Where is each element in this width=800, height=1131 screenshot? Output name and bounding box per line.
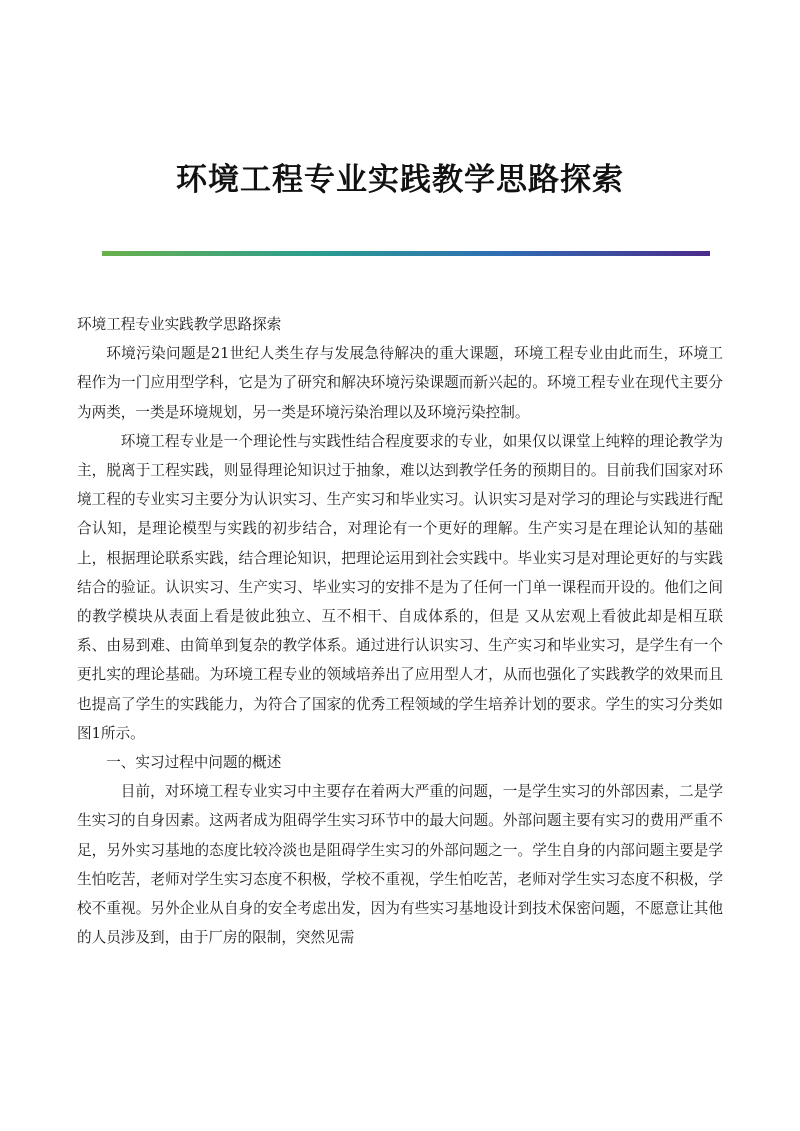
document-subtitle: 环境工程专业实践教学思路探索: [77, 316, 282, 333]
paragraph-intro: 环境污染问题是21世纪人类生存与发展急待解决的重大课题，环境工程专业由此而生，环境工程作为一门应用型学科，它是为了研究和解决环境污染课题而新兴起的。环境工程专业在现代主要分为两类，一类是环境规划，另一类是环境污染治理以及环境污染控制。: [77, 345, 723, 421]
title-divider: [102, 251, 710, 256]
document-body: [77, 310, 723, 952]
paragraph-problems: 目前，对环境工程专业实习中主要存在着两大严重的问题，一是学生实习的外部因素，二是学生实习的自身因素。这两者成为阻碍学生实习环节中的最大问题。外部问题主要有实习的费用严重不足，另外实习基地的态度比较冷淡也是阻碍学生实习的外部问题之一。学生自身的内部问题主要是学生怕吃苦，老师对学生实习态度不积极，学校不重视，学生怕吃苦，老师对学生实习态度不积极，学校不重视。另外企业从自身的安全考虑出发，因为有些实习基地设计到技术保密问题，不愿意让其他的人员涉及到，由于厂房的限制，突然见需: [77, 783, 723, 947]
document-title: 环境工程专业实践教学思路探索: [176, 162, 624, 198]
paragraph-practice: 环境工程专业是一个理论性与实践性结合程度要求的专业，如果仅以课堂上纯粹的理论教学为主，脱离于工程实践，则显得理论知识过于抽象，难以达到教学任务的预期目的。目前我们国家对环境工程的专业实习主要分为认识实习、生产实习和毕业实习。认识实习是对学习的理论与实践进行配合认知，是理论模型与实践的初步结合，对理论有一个更好的理解。生产实习是在理论认知的基础上，根据理论联系实践，结合理论知识，把理论运用到社会实践中。毕业实习是对理论更好的与实践结合的验证。认识实习、生产实习、毕业实习的安排不是为了任何一门单一课程而开设的。他们之间的教学模块从表面上看是彼此独立、互不相干、自成体系的，但是 又从宏观上看彼此却是相互联系、由易到难、由简单到复杂的教学体系。通过进行认识实习、生产实习和毕业实习，是学生有一个更扎实的理论基础。为环境工程专业的领域培养出了应用型人才，从而也强化了实践教学的效果而且也提高了学生的实践能力，为符合了国家的优秀工程领域的学生培养计划的要求。学生的实习分类如图1所示。: [77, 432, 723, 742]
section-heading: 一、实习过程中问题的概述: [106, 754, 282, 772]
